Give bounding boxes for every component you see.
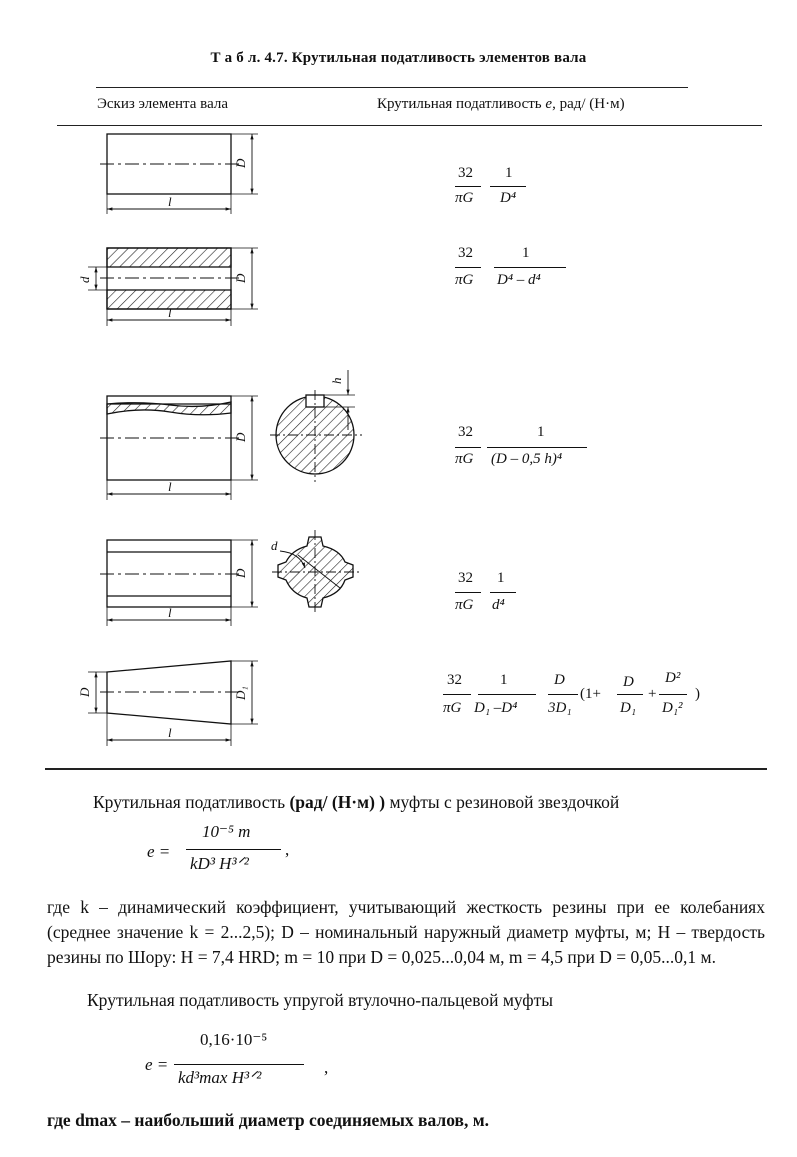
sketch-keyed-shaft: [100, 370, 362, 500]
f5-den4: D₁: [620, 700, 637, 716]
f5-close: ): [695, 686, 700, 702]
f5-num3: D: [554, 672, 565, 688]
p1-part-b: (рад/ (Н·м) ): [289, 792, 386, 812]
row4-label-d: d: [271, 538, 278, 553]
f5-num5: D²: [665, 670, 681, 686]
col-header-sketch: Эскиз элемента вала: [97, 96, 229, 112]
row3-label-l: l: [168, 479, 172, 494]
f1-den2: D⁴: [500, 190, 517, 206]
row5-label-D: D: [77, 687, 92, 697]
col-header-prefix: Крутильная податливость: [377, 96, 546, 112]
col-header-var: e: [545, 96, 553, 112]
f-pin-den: kd³max H³ᐟ²: [178, 1068, 262, 1087]
f-rubber-tail: ,: [285, 840, 290, 859]
sketch-hollow-shaft: [88, 248, 258, 326]
f4-num2: 1: [497, 570, 505, 586]
paragraph-definitions: [47, 895, 765, 970]
row3-label-h: h: [329, 377, 344, 384]
p2-text: где k – динамический коэффициент, учитывающий жесткость резины при ее колебаниях (среднее значение k = 2...2,5); D – номинальный наружный диаметр муфты, м; H – твердость резины по Шору: H = 7,4 HRD; m = 10 при D = 0,025...0,04 м, m = 4,5 при D = 0,05...0,1 м.: [47, 897, 765, 967]
f5-num4: D: [623, 674, 634, 690]
f5-den5: D₁²: [662, 700, 683, 716]
row2-label-D: D: [233, 273, 248, 283]
paragraph-pin-coupling: Крутильная податливость упругой втулочно-пальцевой муфты: [87, 990, 553, 1010]
f-rubber-num: 10⁻⁵ m: [202, 822, 251, 841]
f5-den1: πG: [443, 700, 462, 716]
f3-den2: (D – 0,5 h)⁴: [491, 451, 563, 467]
f5-num1: 32: [447, 672, 462, 688]
row3-label-D: D: [233, 432, 248, 442]
row2-label-d: d: [77, 276, 92, 283]
f-pin-tail: ,: [324, 1058, 329, 1077]
p1-part-c: муфты с резиновой звездочкой: [385, 792, 620, 812]
paragraph-rubber-coupling: [93, 792, 619, 813]
f2-num1: 32: [458, 245, 473, 261]
row1-label-D: D: [233, 158, 248, 168]
f2-num2: 1: [522, 245, 530, 261]
f5-num2: 1: [500, 672, 508, 688]
p1-part-a: Крутильная податливость: [93, 792, 290, 812]
sketch-solid-shaft: [100, 134, 258, 214]
f5-den3: 3D₁: [548, 700, 572, 716]
row5-label-D1: D₁: [233, 686, 248, 700]
f3-num2: 1: [537, 424, 545, 440]
f-rubber-lhs: e =: [147, 842, 171, 861]
row4-label-D: D: [233, 568, 248, 578]
f4-num1: 32: [458, 570, 473, 586]
f3-num1: 32: [458, 424, 473, 440]
f5-den2: D₁ –D⁴: [474, 700, 518, 716]
row4-label-l: l: [168, 605, 172, 620]
f-pin-num: 0,16·10⁻⁵: [200, 1030, 268, 1049]
f5-plus: +: [648, 686, 657, 702]
sketch-tapered-shaft: [88, 661, 258, 746]
paragraph-dmax: где dmax – наибольший диаметр соединяемых валов, м.: [47, 1110, 490, 1130]
f4-den2: d⁴: [492, 597, 505, 613]
sketch-splined-shaft: [100, 530, 360, 626]
row5-label-l: l: [168, 725, 172, 740]
row2-label-l: l: [168, 305, 172, 320]
row1-label-l: l: [168, 194, 172, 209]
f4-den1: πG: [455, 597, 474, 613]
f1-num2: 1: [505, 165, 513, 181]
f-pin-lhs: e =: [145, 1055, 169, 1074]
col-header-suffix: , рад/ (Н·м): [552, 96, 625, 112]
f2-den1: πG: [455, 272, 474, 288]
f1-den1: πG: [455, 190, 474, 206]
f-rubber-den: kD³ H³ᐟ²: [190, 854, 249, 873]
f1-num1: 32: [458, 165, 473, 181]
table-caption: Т а б л. 4.7. Крутильная податливость элементов вала: [210, 50, 587, 66]
f5-open: (1+: [580, 686, 601, 702]
f2-den2: D⁴ – d⁴: [497, 272, 541, 288]
f3-den1: πG: [455, 451, 474, 467]
